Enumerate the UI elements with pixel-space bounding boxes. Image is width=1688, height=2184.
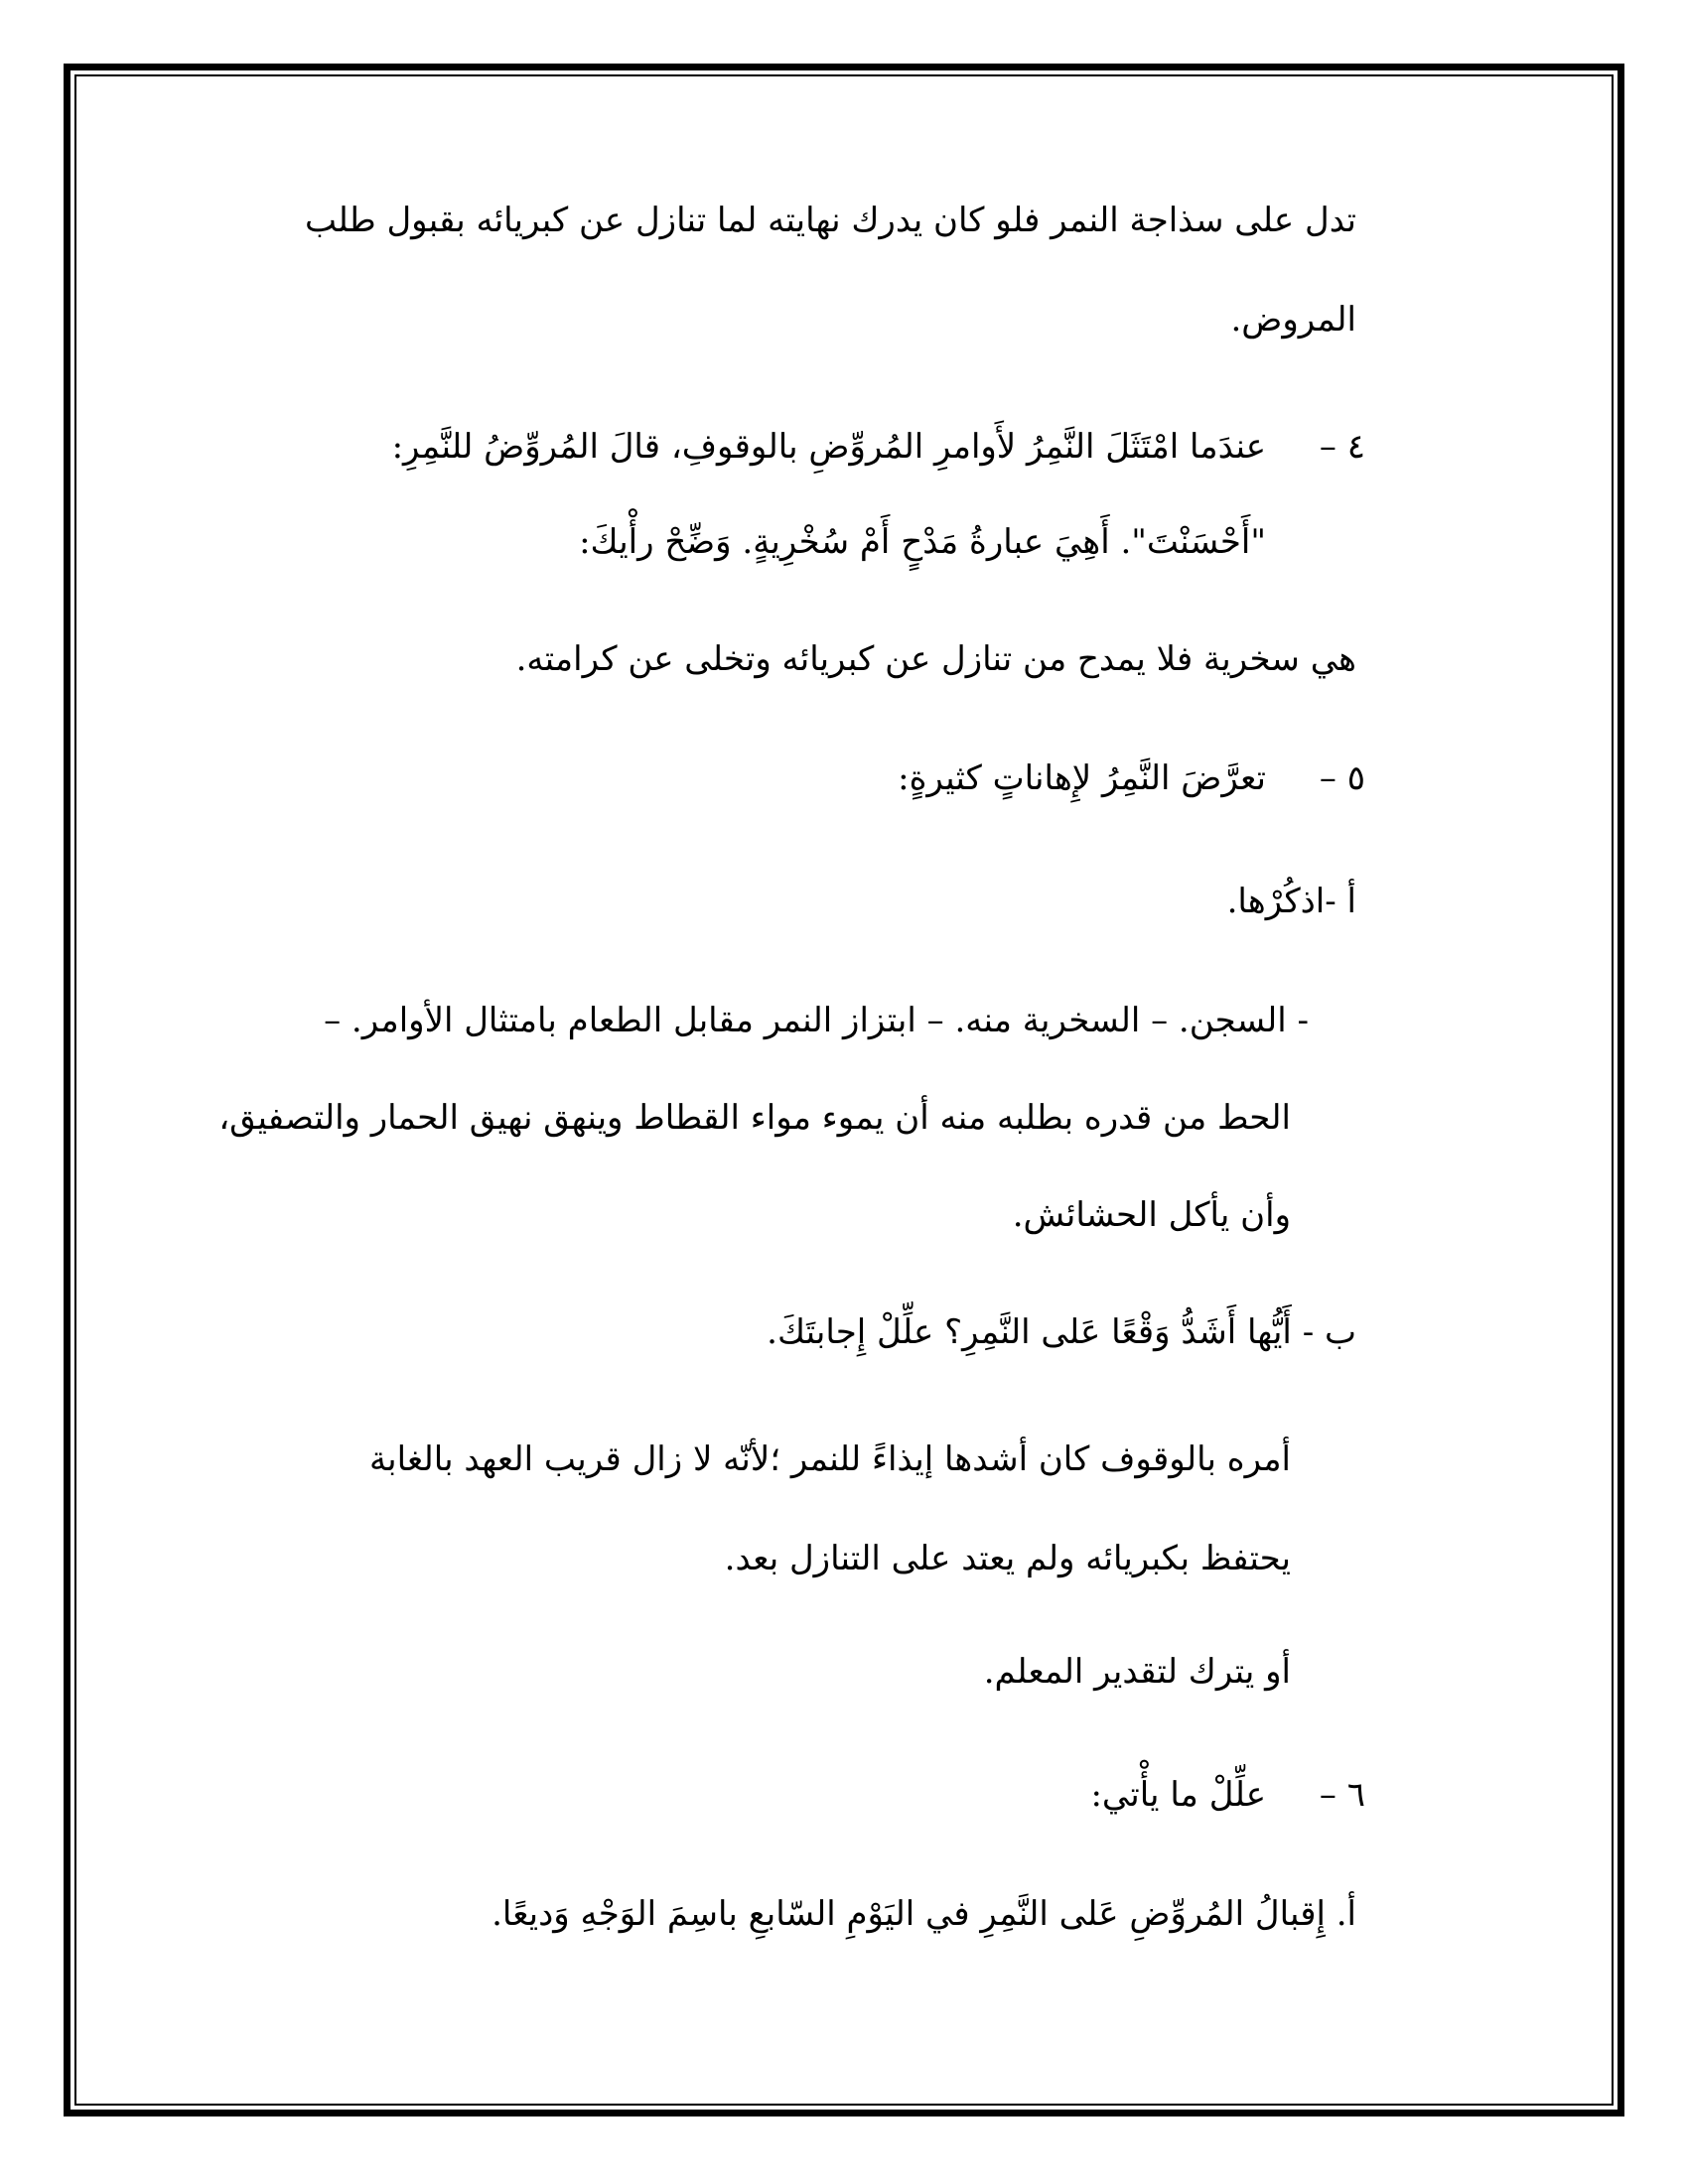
question-5a: أ -اذكُرْها. xyxy=(1226,882,1356,921)
question-5b: ب - أَيُّها أَشَدُّ وَقْعًا عَلى النَّمِرِ؟ علِّلْ إِجابتَكَ. xyxy=(767,1312,1356,1352)
answer-5a-line-2: الحط من قدره بطلبه منه أن يموء مواء القطاط وينهق نهيق الحمار والتصفيق، xyxy=(218,1098,1291,1138)
answer-5b-line-3: أو يترك لتقدير المعلم. xyxy=(983,1652,1291,1692)
question-4-line-1: عندَما امْتَثَلَ النَّمِرُ لأَوامرِ المُروِّضِ بالوقوفِ، قالَ المُروِّضُ للنَّمِرِ: xyxy=(391,427,1266,467)
answer-4: هي سخرية فلا يمدح من تنازل عن كبريائه وتخلى عن كرامته. xyxy=(515,639,1356,679)
answer-5a-line-3: وأن يأكل الحشائش. xyxy=(1012,1195,1291,1235)
answer-5a-line-1: - السجن. – السخرية منه. – ابتزاز النمر مقابل الطعام بامتثال الأوامر. – xyxy=(324,1001,1309,1040)
question-6-number: ٦ – xyxy=(1319,1775,1365,1815)
answer-5b-line-1: أمره بالوقوف كان أشدها إيذاءً للنمر ؛لأنّه لا زال قريب العهد بالغابة xyxy=(368,1439,1291,1479)
question-6-text: علِّلْ ما يأْتي: xyxy=(1090,1775,1266,1815)
answer-3-line-2: المروض. xyxy=(1230,300,1356,340)
question-5-number: ٥ – xyxy=(1319,758,1365,798)
answer-5b-line-2: يحتفظ بكبريائه ولم يعتد على التنازل بعد. xyxy=(724,1539,1291,1578)
question-5-text: تعرَّضَ النَّمِرُ لإِهاناتٍ كثيرةٍ: xyxy=(898,758,1266,798)
question-4-line-2: "أَحْسَنْتَ". أَهِيَ عبارةُ مَدْحٍ أَمْ سُخْرِيةٍ. وَضِّحْ رأْيكَ: xyxy=(579,522,1266,562)
question-4-number: ٤ – xyxy=(1319,427,1365,467)
question-6a: أ. إِقبالُ المُروِّضِ عَلى النَّمِرِ في اليَوْمِ السّابعِ باسِمَ الوَجْهِ وَديعًا. xyxy=(492,1894,1356,1934)
answer-3-line-1: تدل على سذاجة النمر فلو كان يدرك نهايته لما تنازل عن كبريائه بقبول طلب xyxy=(304,201,1356,240)
